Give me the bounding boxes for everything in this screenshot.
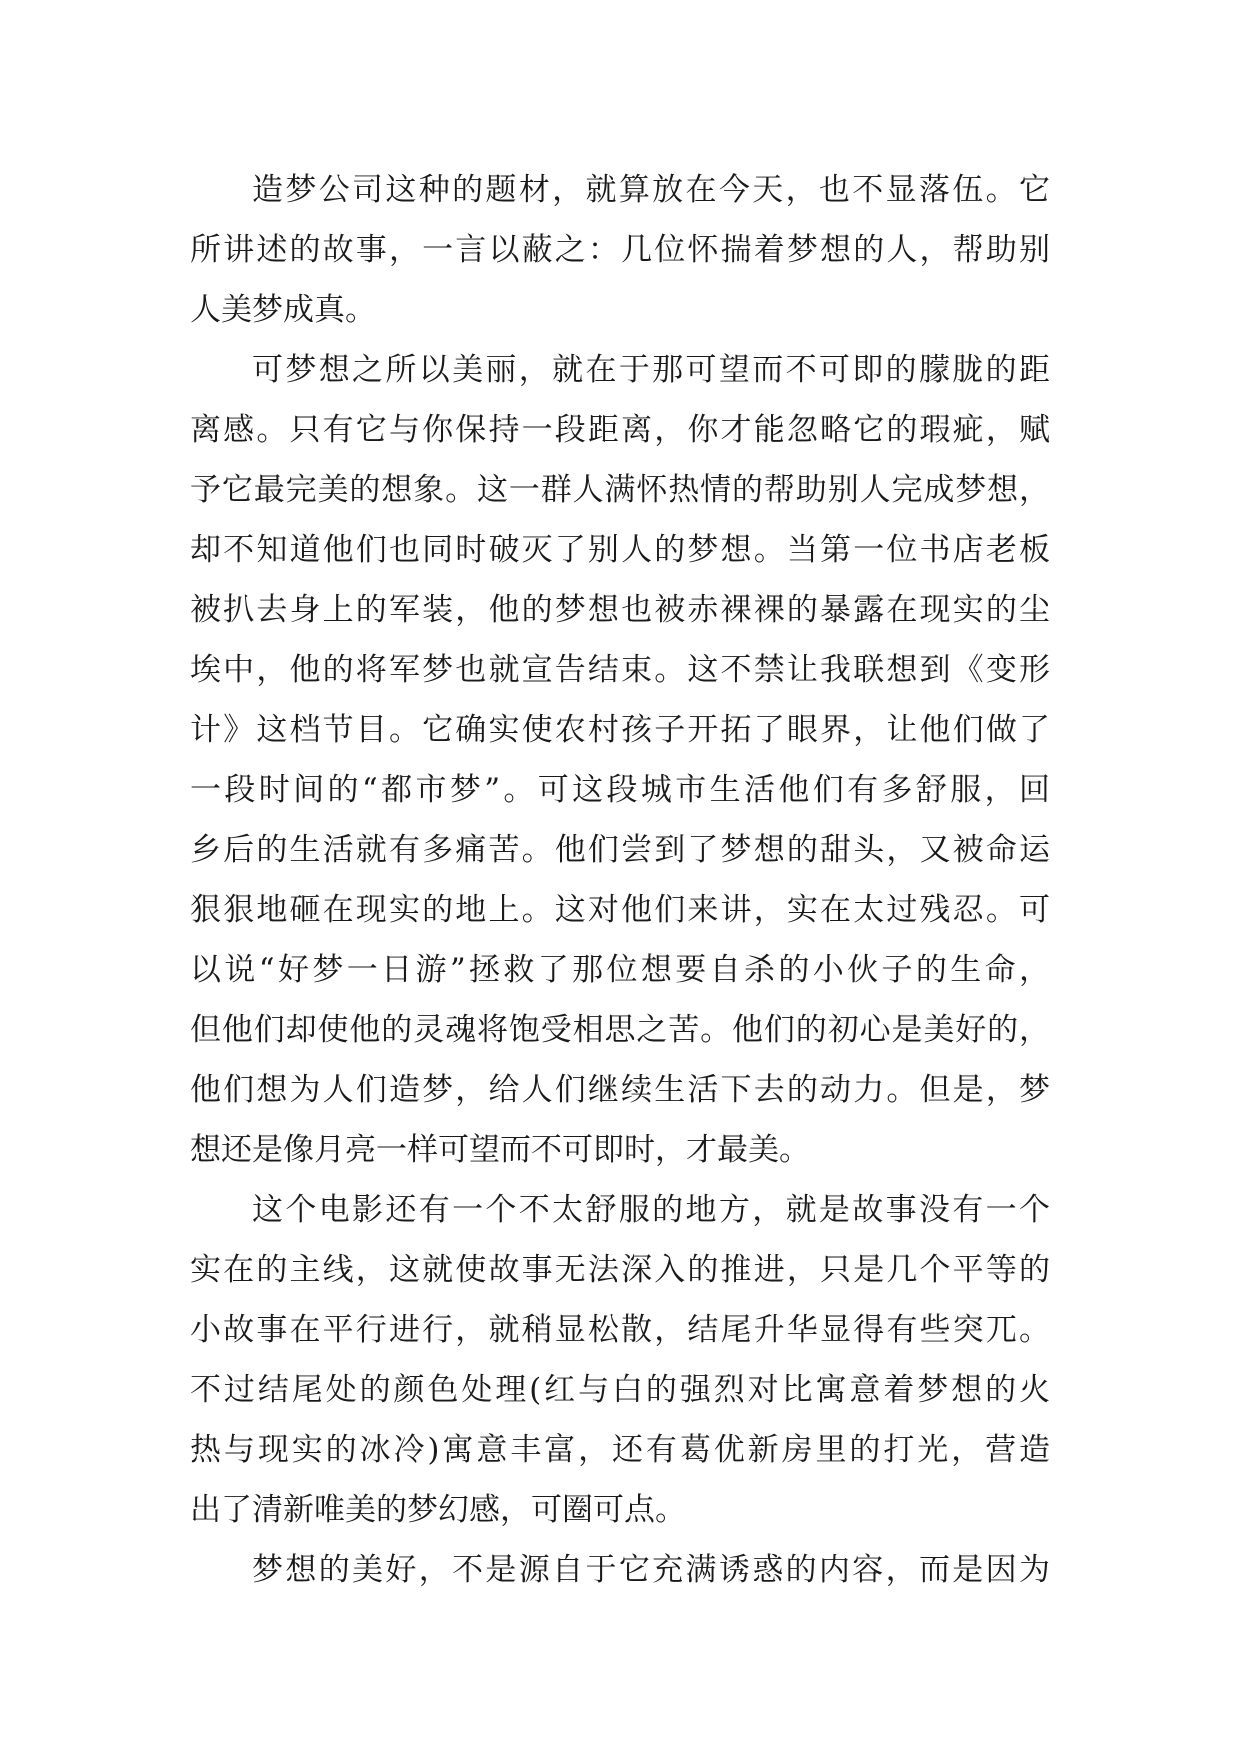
text-line: 却不知道他们也同时破灭了别人的梦想。当第一位书店老板 — [190, 532, 1050, 568]
text-line: 小故事在平行进行，就稍显松散，结尾升华显得有些突兀。 — [190, 1312, 1050, 1348]
text-line: 不过结尾处的颜色处理(红与白的强烈对比寓意着梦想的火 — [190, 1372, 1050, 1408]
text-line: 离感。只有它与你保持一段距离，你才能忽略它的瑕疵，赋 — [190, 412, 1050, 448]
text-line: 人美梦成真。 — [190, 292, 376, 328]
text-line: 狠狠地砸在现实的地上。这对他们来讲，实在太过残忍。可 — [190, 892, 1050, 928]
text-line: 这个电影还有一个不太舒服的地方，就是故事没有一个 — [252, 1192, 1050, 1228]
text-line: 可梦想之所以美丽，就在于那可望而不可即的朦胧的距 — [252, 352, 1050, 388]
document-body — [190, 160, 1050, 1600]
text-line: 出了清新唯美的梦幻感，可圈可点。 — [190, 1492, 686, 1528]
text-line: 一段时间的“都市梦”。可这段城市生活他们有多舒服，回 — [190, 772, 1050, 808]
text-line: 计》这档节目。它确实使农村孩子开拓了眼界，让他们做了 — [190, 712, 1050, 748]
text-line: 想还是像月亮一样可望而不可即时，才最美。 — [190, 1132, 810, 1168]
text-line: 造梦公司这种的题材，就算放在今天，也不显落伍。它 — [252, 172, 1050, 208]
text-line: 乡后的生活就有多痛苦。他们尝到了梦想的甜头，又被命运 — [190, 832, 1050, 868]
text-line: 热与现实的冰冷)寓意丰富，还有葛优新房里的打光，营造 — [190, 1432, 1050, 1468]
text-line: 所讲述的故事，一言以蔽之：几位怀揣着梦想的人，帮助别 — [190, 232, 1050, 268]
text-line: 他们想为人们造梦，给人们继续生活下去的动力。但是，梦 — [190, 1072, 1050, 1108]
text-line: 实在的主线，这就使故事无法深入的推进，只是几个平等的 — [190, 1252, 1050, 1288]
text-line: 梦想的美好，不是源自于它充满诱惑的内容，而是因为 — [252, 1552, 1050, 1588]
text-line: 予它最完美的想象。这一群人满怀热情的帮助别人完成梦想， — [190, 472, 1050, 508]
text-line: 以说“好梦一日游”拯救了那位想要自杀的小伙子的生命， — [190, 952, 1050, 988]
text-line: 埃中，他的将军梦也就宣告结束。这不禁让我联想到《变形 — [190, 652, 1050, 688]
text-line: 被扒去身上的军装，他的梦想也被赤裸裸的暴露在现实的尘 — [190, 592, 1050, 628]
text-line: 但他们却使他的灵魂将饱受相思之苦。他们的初心是美好的， — [190, 1012, 1050, 1048]
